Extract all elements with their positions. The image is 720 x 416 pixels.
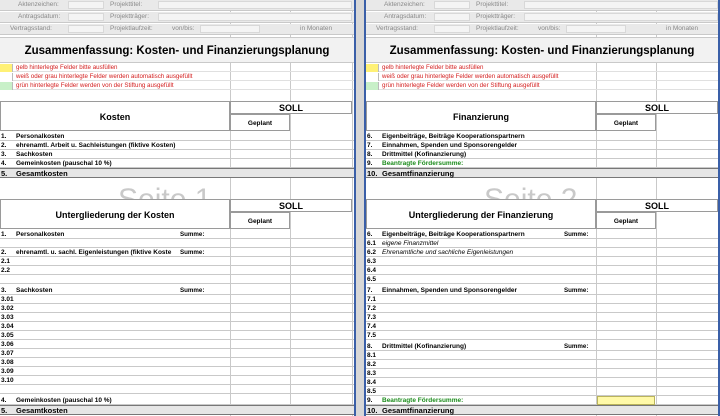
projekttitel-field[interactable] [158, 1, 352, 9]
von-bis-label: von/bis: [538, 25, 561, 32]
gesamtfinanzierung-sub-row [366, 405, 718, 415]
summe-label: Summe: [564, 343, 589, 350]
legend-yellow-text: gelb hinterlegte Felder bitte ausfüllen [16, 64, 118, 71]
row-label: Personalkosten [16, 133, 65, 140]
legend-white [366, 73, 718, 81]
legend-yellow [366, 64, 718, 72]
white-swatch [366, 73, 379, 81]
sub-row-4 [0, 396, 354, 405]
row-number: 3.09 [1, 368, 14, 375]
row-number: 3.07 [1, 350, 14, 357]
sub-row-9 [366, 396, 718, 405]
row-number: 3.04 [1, 323, 14, 330]
sub-item-row[interactable] [366, 313, 718, 322]
vertragsstand-label: Vertragsstand: [376, 25, 418, 32]
row-number: 2. [1, 249, 7, 256]
soll-header-sub: SOLL [596, 199, 718, 212]
legend-white [0, 73, 354, 81]
sub-item-row[interactable] [366, 304, 718, 313]
row-label: Sachkosten [16, 287, 53, 294]
sub-item-row[interactable] [366, 369, 718, 378]
row-number: 3.02 [1, 305, 14, 312]
untergliederung-kosten-heading: Untergliederung der Kosten [0, 199, 230, 229]
row-number: 8.3 [367, 370, 377, 377]
page-title: Zusammenfassung: Kosten- und Finanzierungsplanung [0, 37, 354, 63]
summe-label: Summe: [180, 287, 205, 294]
row-label: Gesamtkosten [16, 169, 68, 178]
row-label: ehrenamtl. Arbeit u. Sachleistungen (fiktive Kosten) [16, 142, 176, 149]
row-number: 3.10 [1, 377, 14, 384]
finanz-row-6 [366, 132, 718, 141]
antragsdatum-label: Antragsdatum: [18, 13, 61, 20]
row-number: 7.4 [367, 323, 377, 330]
projekttraeger-label: Projektträger: [476, 13, 516, 20]
vertragsstand-field[interactable] [68, 25, 104, 33]
laufzeit-field[interactable] [200, 25, 260, 33]
projekttraeger-field[interactable] [158, 13, 352, 21]
legend-yellow-text: gelb hinterlegte Felder bitte ausfüllen [382, 64, 484, 71]
gesamtkosten-row [0, 168, 354, 178]
row-label: Gemeinkosten (pauschal 10 %) [16, 397, 112, 404]
row-number: 4. [1, 397, 7, 404]
sub-item-row[interactable] [0, 376, 354, 385]
geplant-header: Geplant [230, 114, 290, 131]
row-label: ehrenamtl. u. sachl. Eigenleistungen (fiktive Koste [16, 249, 172, 256]
row-number: 8.4 [367, 379, 377, 386]
legend-white-text: weiß oder grau hinterlegte Felder werden automatisch ausgefüllt [382, 73, 559, 80]
sub-row-6 [366, 230, 718, 239]
row-number: 8. [367, 151, 373, 158]
sub-item-row[interactable] [0, 340, 354, 349]
row-number: 4. [1, 160, 7, 167]
row-number: 8.2 [367, 361, 377, 368]
row-number: 6.2 [367, 249, 377, 256]
header-row-vertragsstand [366, 24, 718, 35]
sub-item-row[interactable] [366, 387, 718, 396]
white-swatch [0, 73, 13, 81]
in-monaten-label: in Monaten [666, 25, 699, 32]
row-number: 10. [367, 406, 378, 415]
row-label: Eigenbeiträge, Beiträge Kooperationspartnern [382, 231, 525, 238]
row-number: 3. [1, 151, 7, 158]
sub-row-1 [0, 230, 354, 239]
row-number: 5. [1, 406, 8, 415]
projekttitel-field[interactable] [524, 1, 718, 9]
page-gap [356, 0, 364, 416]
row-number: 5. [1, 169, 8, 178]
sub-item-row[interactable] [366, 351, 718, 360]
sub-item-row[interactable] [366, 322, 718, 331]
sub-item-row[interactable] [366, 331, 718, 340]
legend-yellow [0, 64, 354, 72]
row-number: 3.03 [1, 314, 14, 321]
page-title: Zusammenfassung: Kosten- und Finanzierungsplanung [366, 37, 718, 63]
row-number: 6.4 [367, 267, 377, 274]
sheet-page-2 [364, 0, 720, 416]
header-row-antragsdatum [0, 12, 354, 23]
sub-item-row[interactable] [0, 257, 354, 266]
row-label: Drittmittel (Kofinanzierung) [382, 151, 467, 158]
row-number: 6. [367, 231, 373, 238]
row-number: 1. [1, 133, 7, 140]
projekttitel-label: Projekttitel: [110, 1, 143, 8]
sub-item-row[interactable] [0, 266, 354, 275]
row-label: Personalkosten [16, 231, 65, 238]
yellow-swatch [366, 64, 379, 72]
row-label: Beantragte Fördersumme: [382, 397, 464, 404]
green-swatch [0, 82, 13, 90]
antragsdatum-field[interactable] [434, 13, 470, 21]
sub-item-row[interactable] [0, 358, 354, 367]
green-swatch [366, 82, 379, 90]
gesamtkosten-sub-row [0, 405, 354, 415]
row-number: 3.06 [1, 341, 14, 348]
finanz-row-9 [366, 159, 718, 168]
projekttitel-label: Projekttitel: [476, 1, 509, 8]
sub-item-row[interactable] [0, 322, 354, 331]
row-label: eigene Finanzmittel [382, 240, 439, 247]
gesamtfinanzierung-row [366, 168, 718, 178]
row-number: 8.1 [367, 352, 377, 359]
row-label: Eigenbeiträge, Beiträge Kooperationspartnern [382, 133, 525, 140]
sub-row-2 [0, 248, 354, 257]
row-label: Einnahmen, Spenden und Sponsorengelder [382, 142, 518, 149]
sub-item-row[interactable] [366, 266, 718, 275]
aktenzeichen-label: Aktenzeichen: [384, 1, 425, 8]
spacer-row [0, 275, 354, 284]
row-label: Ehrenamtliche und sachliche Eigenleistungen [382, 249, 514, 256]
row-number: 3.01 [1, 296, 14, 303]
kosten-row-4 [0, 159, 354, 168]
sub-item-row[interactable] [0, 349, 354, 358]
projektlaufzeit-label: Projektlaufzeit: [110, 25, 153, 32]
row-number: 10. [367, 169, 378, 178]
antragsdatum-label: Antragsdatum: [384, 13, 427, 20]
foerdersumme-input[interactable] [597, 396, 655, 405]
aktenzeichen-label: Aktenzeichen: [18, 1, 59, 8]
row-label: Drittmittel (Kofinanzierung) [382, 343, 467, 350]
row-label: Gesamtkosten [16, 406, 68, 415]
sub-row-3 [0, 286, 354, 295]
header-row-aktenzeichen [0, 0, 354, 11]
aktenzeichen-field[interactable] [68, 1, 104, 9]
vertragsstand-label: Vertragsstand: [10, 25, 52, 32]
spacer-row [0, 385, 354, 394]
legend-green-text: grün hinterlegte Felder werden von der Stiftung ausgefüllt [382, 82, 540, 89]
projekttraeger-label: Projektträger: [110, 13, 150, 20]
sub-item-row[interactable] [0, 304, 354, 313]
kosten-row-1 [0, 132, 354, 141]
legend-green [0, 82, 354, 90]
row-number: 2. [1, 142, 7, 149]
row-label: Sachkosten [16, 151, 53, 158]
projekttraeger-field[interactable] [524, 13, 718, 21]
sub-item-row[interactable] [0, 331, 354, 340]
sub-item-row[interactable] [366, 378, 718, 387]
sub-item-row[interactable] [366, 248, 718, 257]
geplant-header-sub: Geplant [230, 212, 290, 229]
sub-item-row[interactable] [366, 360, 718, 369]
yellow-swatch [0, 64, 13, 72]
laufzeit-field[interactable] [566, 25, 626, 33]
row-label: Beantragte Fördersumme: [382, 160, 464, 167]
row-number: 7. [367, 287, 373, 294]
in-monaten-label: in Monaten [300, 25, 333, 32]
row-number: 7.1 [367, 296, 377, 303]
finanz-row-8 [366, 150, 718, 159]
legend-white-text: weiß oder grau hinterlegte Felder werden automatisch ausgefüllt [16, 73, 193, 80]
vertragsstand-field[interactable] [434, 25, 470, 33]
untergliederung-finanzierung-heading: Untergliederung der Finanzierung [366, 199, 596, 229]
sheet-page-1 [0, 0, 356, 416]
sub-item-row[interactable] [366, 239, 718, 248]
row-number: 1. [1, 231, 7, 238]
row-number: 9. [367, 160, 373, 167]
row-number: 7. [367, 142, 373, 149]
summe-label: Summe: [180, 231, 205, 238]
row-number: 7.3 [367, 314, 377, 321]
legend-green-text: grün hinterlegte Felder werden von der Stiftung ausgefüllt [16, 82, 174, 89]
geplant-header-sub: Geplant [596, 212, 656, 229]
sub-row-8 [366, 342, 718, 351]
row-label: Gemeinkosten (pauschal 10 %) [16, 160, 112, 167]
summe-label: Summe: [564, 287, 589, 294]
soll-header: SOLL [596, 101, 718, 114]
aktenzeichen-field[interactable] [434, 1, 470, 9]
spacer-row [0, 239, 354, 248]
kosten-row-3 [0, 150, 354, 159]
row-number: 7.2 [367, 305, 377, 312]
row-number: 6.5 [367, 276, 377, 283]
summe-label: Summe: [564, 231, 589, 238]
sub-item-row[interactable] [366, 257, 718, 266]
legend-green [366, 82, 718, 90]
sub-item-row[interactable] [0, 313, 354, 322]
von-bis-label: von/bis: [172, 25, 195, 32]
sub-item-row[interactable] [366, 275, 718, 284]
row-number: 6.3 [367, 258, 377, 265]
row-label: Einnahmen, Spenden und Sponsorengelder [382, 287, 518, 294]
row-number: 3.08 [1, 359, 14, 366]
header-row-antragsdatum [366, 12, 718, 23]
row-number: 6. [367, 133, 373, 140]
sub-item-row[interactable] [0, 295, 354, 304]
sub-row-7 [366, 286, 718, 295]
kosten-section-heading: Kosten [0, 101, 230, 131]
row-label: Gesamtfinanzierung [382, 406, 455, 415]
kosten-row-2 [0, 141, 354, 150]
row-label: Gesamtfinanzierung [382, 169, 455, 178]
projektlaufzeit-label: Projektlaufzeit: [476, 25, 519, 32]
soll-header: SOLL [230, 101, 352, 114]
summe-label: Summe: [180, 249, 205, 256]
row-number: 8.5 [367, 388, 377, 395]
finanz-row-7 [366, 141, 718, 150]
row-number: 8. [367, 343, 373, 350]
finanzierung-section-heading: Finanzierung [366, 101, 596, 131]
sub-item-row[interactable] [0, 367, 354, 376]
antragsdatum-field[interactable] [68, 13, 104, 21]
row-number: 7.5 [367, 332, 377, 339]
row-number: 9. [367, 397, 373, 404]
row-number: 2.1 [1, 258, 11, 265]
row-number: 2.2 [1, 267, 11, 274]
row-number: 3.05 [1, 332, 14, 339]
geplant-header: Geplant [596, 114, 656, 131]
row-number: 6.1 [367, 240, 377, 247]
header-row-aktenzeichen [366, 0, 718, 11]
row-number: 3. [1, 287, 7, 294]
header-row-vertragsstand [0, 24, 354, 35]
sub-item-row[interactable] [366, 295, 718, 304]
soll-header-sub: SOLL [230, 199, 352, 212]
